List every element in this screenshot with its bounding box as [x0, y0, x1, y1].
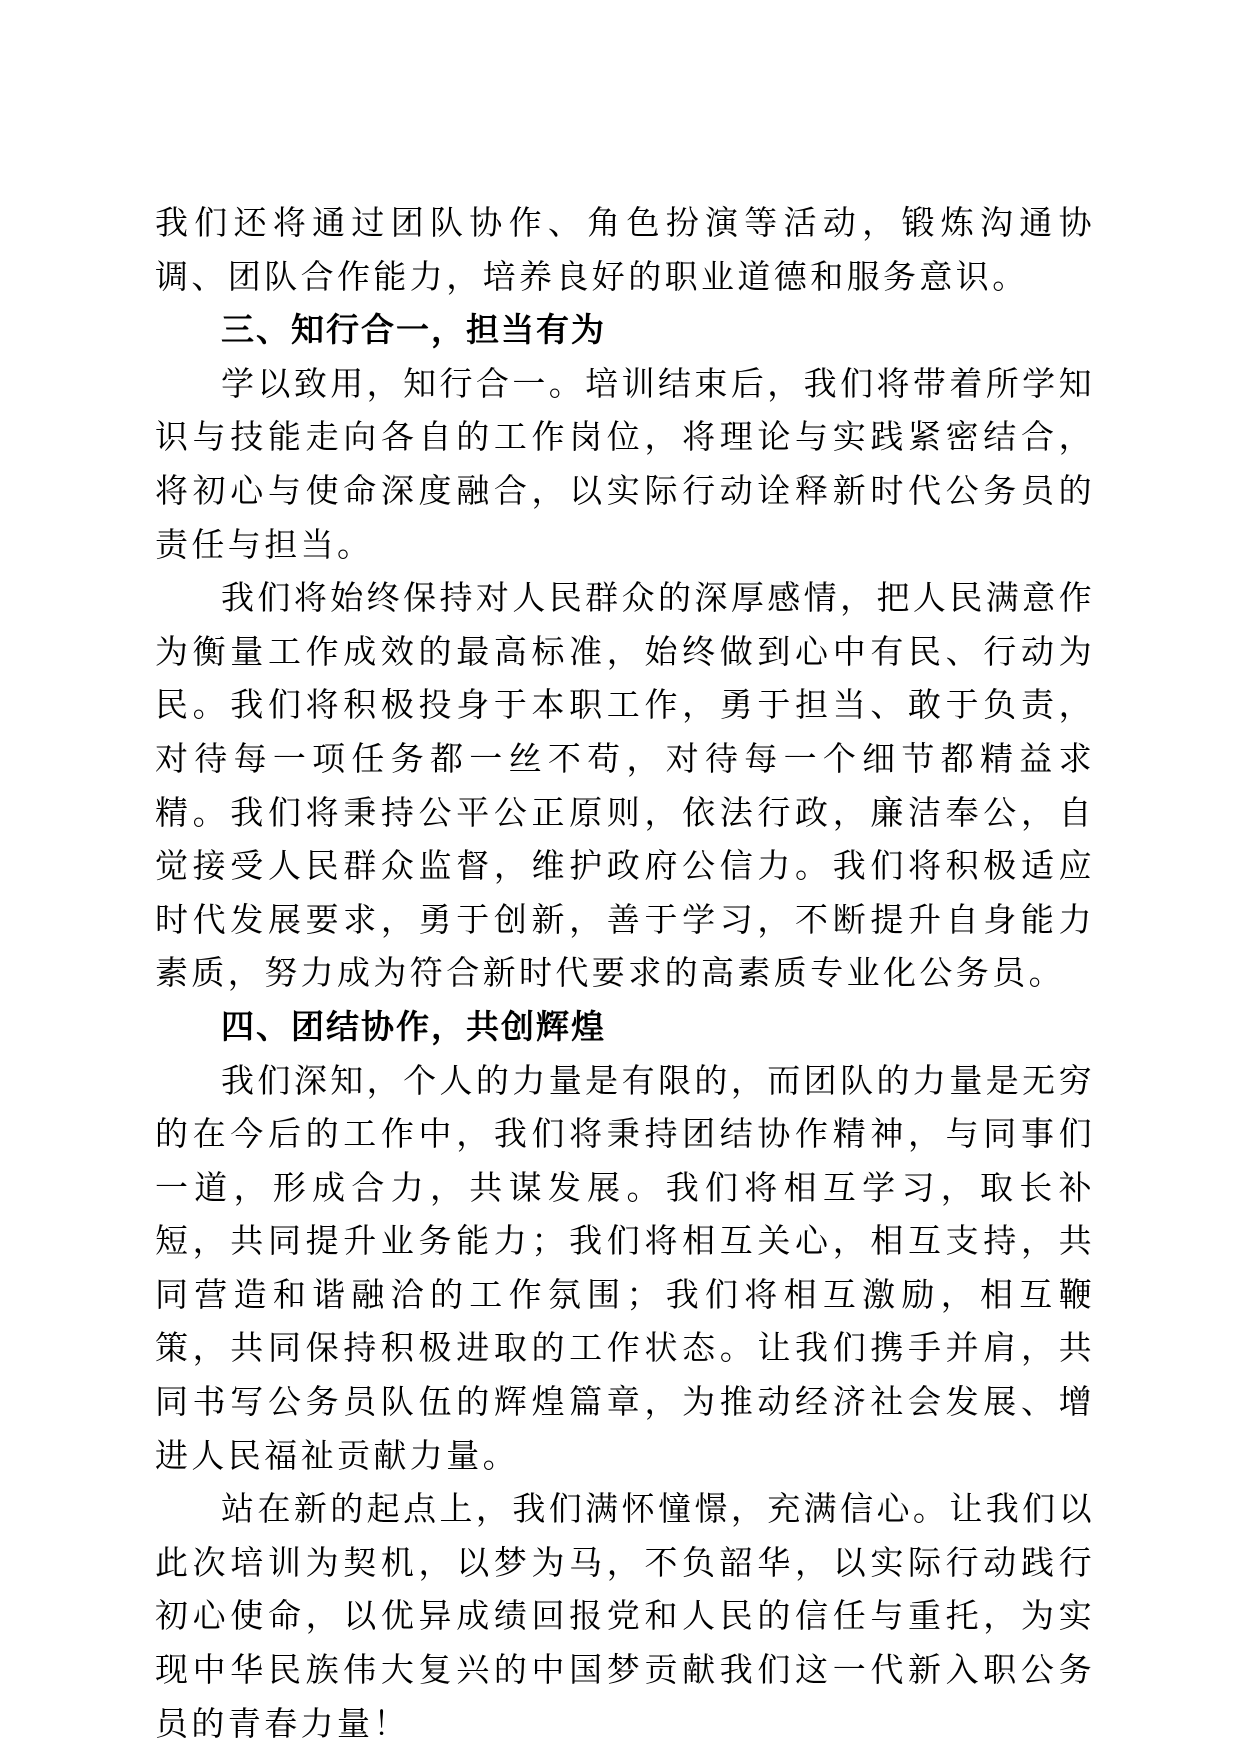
paragraph-continuation: 我们还将通过团队协作、角色扮演等活动，锻炼沟通协调、团队合作能力，培养良好的职业道德和服务意识。 — [155, 203, 1095, 296]
section-heading-3: 三、知行合一，担当有为 — [221, 310, 606, 350]
document-body — [155, 196, 1095, 1750]
section-heading-4: 四、团结协作，共创辉煌 — [221, 1006, 606, 1046]
paragraph: 我们深知，个人的力量是有限的，而团队的力量是无穷的在今后的工作中，我们将秉持团结协作精神，与同事们一道，形成合力，共谋发展。我们将相互学习，取长补短，共同提升业务能力；我们将相互关心，相互支持，共同营造和谐融洽的工作氛围；我们将相互激励，相互鞭策，共同保持积极进取的工作状态。让我们携手并肩，共同书写公务员队伍的辉煌篇章，为推动经济社会发展、增进人民福祉贡献力量。 — [155, 1060, 1095, 1475]
paragraph: 我们将始终保持对人民群众的深厚感情，把人民满意作为衡量工作成效的最高标准，始终做到心中有民、行动为民。我们将积极投身于本职工作，勇于担当、敢于负责，对待每一项任务都一丝不苟，对待每一个细节都精益求精。我们将秉持公平公正原则，依法行政，廉洁奉公，自觉接受人民群众监督，维护政府公信力。我们将积极适应时代发展要求，勇于创新，善于学习，不断提升自身能力素质，努力成为符合新时代要求的高素质专业化公务员。 — [155, 578, 1095, 993]
paragraph-closing: 站在新的起点上，我们满怀憧憬，充满信心。让我们以此次培训为契机，以梦为马，不负韶华，以实际行动践行初心使命，以优异成绩回报党和人民的信任与重托，为实现中华民族伟大复兴的中国梦贡献我们这一代新入职公务员的青春力量！ — [155, 1489, 1095, 1743]
paragraph: 学以致用，知行合一。培训结束后，我们将带着所学知识与技能走向各自的工作岗位，将理论与实践紧密结合，将初心与使命深度融合，以实际行动诠释新时代公务员的责任与担当。 — [155, 363, 1095, 564]
